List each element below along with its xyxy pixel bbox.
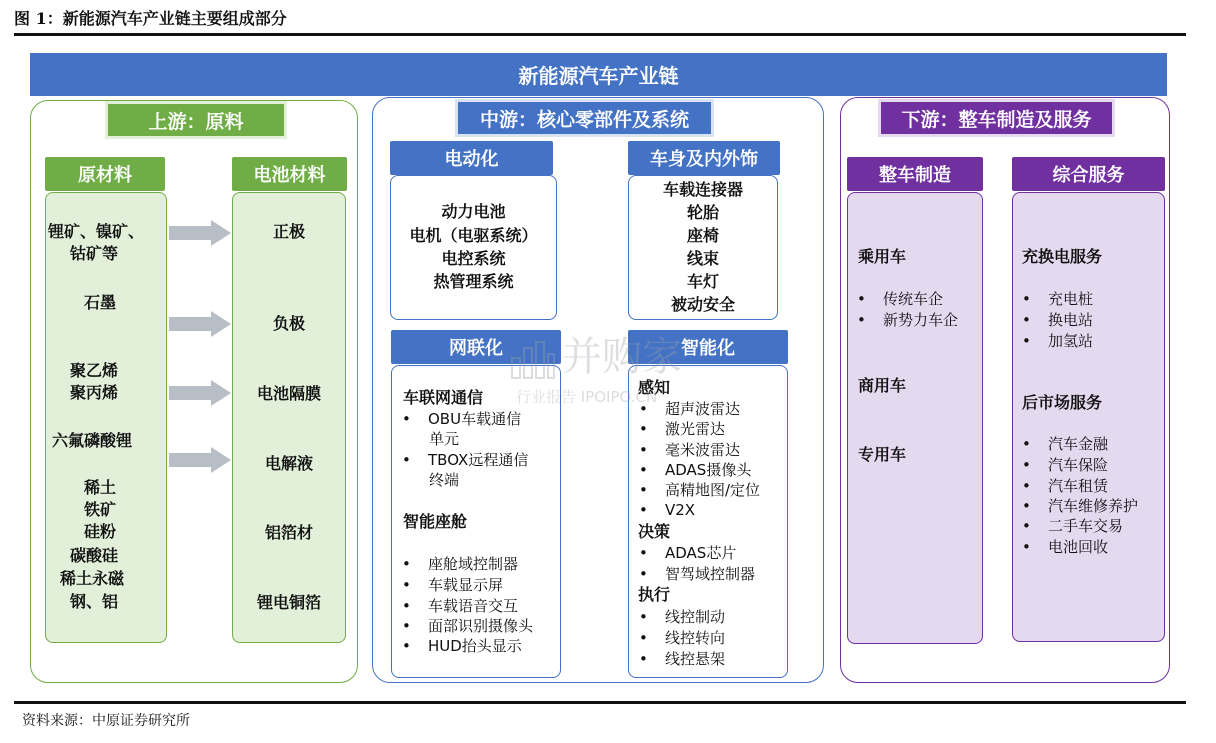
bottom-rule — [14, 701, 1186, 704]
vehicle-item: • 新势力车企 — [855, 310, 958, 331]
connectivity-item: • 车载语音交互 — [400, 596, 518, 617]
intelligence-subheading: 决策 — [638, 522, 671, 541]
battery-item: 电解液 — [264, 454, 313, 473]
connectivity-item: 单元 — [429, 430, 460, 448]
intelligence-subheading: 感知 — [638, 378, 671, 397]
service-item: • 汽车保险 — [1020, 455, 1108, 476]
vehicle-category: 专用车 — [858, 445, 907, 464]
battery-item: 铝箔材 — [264, 523, 313, 542]
connectivity-item: • 座舱域控制器 — [400, 554, 518, 575]
body-interior-item: 被动安全 — [670, 295, 735, 314]
raw-item: 钢、铝 — [70, 592, 119, 611]
vehicle-item: • 传统车企 — [855, 289, 943, 310]
vehicle-category: 乘用车 — [858, 247, 907, 266]
service-item: • 加氢站 — [1020, 331, 1093, 352]
raw-materials-header: 原材料 — [45, 157, 165, 191]
raw-item: 铁矿 — [84, 500, 117, 519]
main-banner: 新能源汽车产业链 — [30, 53, 1167, 96]
raw-item: 石墨 — [84, 293, 117, 312]
connectivity-subheading: 智能座舱 — [403, 512, 468, 531]
service-item: • 电池回收 — [1020, 537, 1108, 558]
source-note: 资料来源：中原证券研究所 — [22, 713, 190, 729]
vehicle-manufacturing-header: 整车制造 — [847, 157, 983, 191]
connectivity-item: • 面部识别摄像头 — [400, 616, 533, 637]
electrification-item: 热管理系统 — [433, 272, 514, 291]
connectivity-item: • 车载显示屏 — [400, 575, 503, 596]
right-arrow-icon — [169, 380, 233, 406]
intelligence-subheading: 执行 — [638, 585, 671, 604]
vehicle-category: 商用车 — [858, 376, 907, 395]
raw-item: 稀土 — [84, 478, 117, 497]
intelligence-item: • 智驾域控制器 — [637, 564, 755, 585]
raw-item: 硅粉 — [84, 522, 117, 541]
battery-item: 锂电铜箔 — [256, 593, 321, 612]
intelligence-item: • 线控转向 — [637, 628, 725, 649]
integrated-services-header: 综合服务 — [1012, 157, 1165, 191]
connectivity-header: 网联化 — [391, 330, 561, 364]
intelligence-item: • 线控制动 — [637, 607, 725, 628]
connectivity-subheading: 车联网通信 — [403, 388, 484, 407]
raw-item: 稀土永磁 — [60, 569, 125, 588]
body-interior-item: 车载连接器 — [662, 180, 743, 199]
battery-item: 负极 — [272, 314, 305, 333]
body-interior-item: 座椅 — [686, 226, 719, 245]
raw-item: 六氟磷酸锂 — [52, 431, 133, 450]
downstream-tag: 下游：整车制造及服务 — [878, 99, 1115, 137]
raw-item: 钴矿等 — [70, 244, 119, 263]
connectivity-item: 终端 — [429, 471, 460, 489]
intelligence-item: • 超声波雷达 — [637, 399, 740, 420]
intelligence-item: • 高精地图/定位 — [637, 480, 760, 501]
service-item: • 汽车维修养护 — [1020, 496, 1138, 517]
watermark-main: 并购家 — [562, 334, 682, 380]
right-arrow-icon — [169, 447, 233, 473]
raw-item: 锂矿、镍矿、 — [48, 222, 145, 241]
intelligence-item: • ADAS摄像头 — [637, 460, 751, 481]
intelligence-item: • 激光雷达 — [637, 419, 725, 440]
watermark-sub: 行业报告 IPOIPO.CN — [516, 388, 658, 406]
connectivity-item: • TBOX远程通信 — [400, 450, 528, 471]
battery-item: 电池隔膜 — [256, 384, 321, 403]
service-item: • 换电站 — [1020, 310, 1093, 331]
connectivity-item: • HUD抬头显示 — [400, 636, 522, 657]
service-category: 充换电服务 — [1022, 247, 1103, 266]
service-category: 后市场服务 — [1022, 393, 1103, 412]
connectivity-item: • OBU车载通信 — [400, 409, 521, 430]
electrification-item: 动力电池 — [441, 202, 506, 221]
body-interior-item: 车灯 — [686, 272, 719, 291]
intelligence-item: • ADAS芯片 — [637, 543, 736, 564]
service-item: • 汽车金融 — [1020, 434, 1108, 455]
electrification-header: 电动化 — [390, 141, 553, 175]
body-interior-item: 线束 — [686, 249, 719, 268]
raw-item: 聚乙烯 — [70, 361, 119, 380]
top-rule — [14, 33, 1186, 36]
right-arrow-icon — [169, 220, 233, 246]
battery-item: 正极 — [272, 222, 305, 241]
electrification-item: 电控系统 — [441, 249, 506, 268]
raw-item: 聚丙烯 — [70, 383, 119, 402]
battery-materials-header: 电池材料 — [232, 157, 347, 191]
midstream-tag: 中游：核心零部件及系统 — [455, 99, 714, 137]
intelligence-item: • 毫米波雷达 — [637, 440, 740, 461]
body-interior-item: 轮胎 — [686, 203, 719, 222]
intelligence-header: 智能化 — [628, 330, 788, 364]
service-item: • 汽车租赁 — [1020, 476, 1108, 497]
body-interior-header: 车身及内外饰 — [628, 141, 780, 175]
right-arrow-icon — [169, 311, 233, 337]
intelligence-item: • V2X — [637, 500, 695, 521]
figure-title: 图 1：新能源汽车产业链主要组成部分 — [14, 9, 287, 28]
battery-materials-box — [232, 192, 346, 643]
upstream-tag: 上游：原料 — [105, 101, 287, 139]
raw-item: 碳酸硅 — [70, 546, 119, 565]
service-item: • 二手车交易 — [1020, 516, 1123, 537]
electrification-item: 电机（电驱系统） — [409, 226, 538, 245]
service-item: • 充电桩 — [1020, 289, 1093, 310]
intelligence-item: • 线控悬架 — [637, 649, 725, 670]
